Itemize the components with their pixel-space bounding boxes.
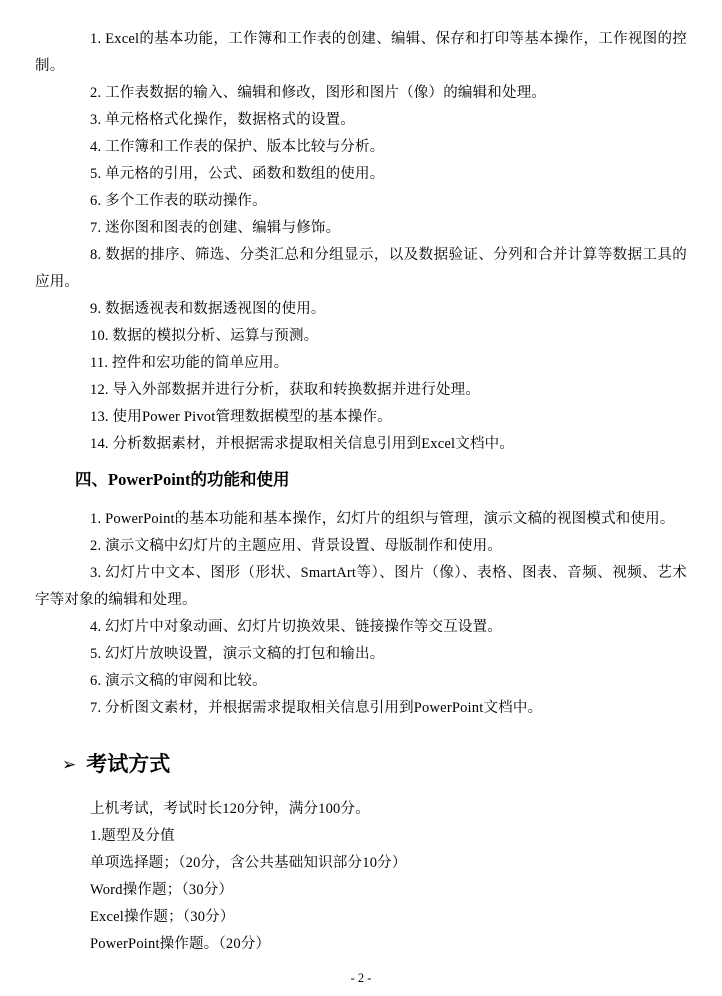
exam-detail-line: PowerPoint操作题。（20分） <box>90 936 271 952</box>
list-item: 6. 演示文稿的审阅和比较。 <box>90 673 267 689</box>
exam-method-heading <box>62 750 687 780</box>
list-item: 3. 单元格格式化操作，数据格式的设置。 <box>90 112 355 128</box>
list-item: 11. 控件和宏功能的简单应用。 <box>90 355 289 371</box>
exam-method-details <box>35 796 687 958</box>
exam-detail-line: 1.题型及分值 <box>90 828 175 844</box>
page-footer <box>0 970 722 986</box>
list-item: 10. 数据的模拟分析、运算与预测。 <box>90 328 319 344</box>
list-item: 4. 幻灯片中对象动画、幻灯片切换效果、链接操作等交互设置。 <box>90 619 502 635</box>
page-number: - 2 - <box>350 971 372 985</box>
excel-function-list <box>35 26 687 458</box>
list-item: 14. 分析数据素材，并根据需求提取相关信息引用到Excel文档中。 <box>90 436 515 452</box>
list-item: 12. 导入外部数据并进行分析，获取和转换数据并进行处理。 <box>90 382 481 398</box>
list-item: 2. 演示文稿中幻灯片的主题应用、背景设置、母版制作和使用。 <box>90 538 502 554</box>
exam-detail-line: Word操作题；（30分） <box>90 882 234 898</box>
list-item: 7. 迷你图和图表的创建、编辑与修饰。 <box>90 220 341 236</box>
list-item: 5. 幻灯片放映设置，演示文稿的打包和输出。 <box>90 646 385 662</box>
list-item: 13. 使用Power Pivot管理数据模型的基本操作。 <box>90 409 392 425</box>
list-item: 6. 多个工作表的联动操作。 <box>90 193 267 209</box>
list-item: 9. 数据透视表和数据透视图的使用。 <box>90 301 326 317</box>
list-item: 3. 幻灯片中文本、图形（形状、SmartArt等）、图片（像）、表格、图表、音频、视频、艺术字等对象的编辑和处理。 <box>35 565 687 608</box>
list-item: 8. 数据的排序、筛选、分类汇总和分组显示，以及数据验证、分列和合并计算等数据工具的应用。 <box>35 247 687 290</box>
exam-detail-line: 上机考试，考试时长120分钟，满分100分。 <box>90 801 370 817</box>
exam-detail-line: Excel操作题；（30分） <box>90 909 235 925</box>
list-item: 1. Excel的基本功能，工作簿和工作表的创建、编辑、保存和打印等基本操作，工作视图的控制。 <box>35 31 687 74</box>
list-item: 1. PowerPoint的基本功能和基本操作，幻灯片的组织与管理，演示文稿的视图模式和使用。 <box>90 511 675 527</box>
powerpoint-function-list <box>35 506 687 722</box>
exam-method-heading-text: 考试方式 <box>86 753 171 776</box>
list-item: 5. 单元格的引用，公式、函数和数组的使用。 <box>90 166 385 182</box>
arrow-bullet-icon: ➢ <box>62 755 77 775</box>
list-item: 2. 工作表数据的输入、编辑和修改，图形和图片（像）的编辑和处理。 <box>90 85 547 101</box>
list-item: 7. 分析图文素材，并根据需求提取相关信息引用到PowerPoint文档中。 <box>90 700 543 716</box>
powerpoint-section-heading: 四、PowerPoint的功能和使用 <box>75 470 290 489</box>
exam-detail-line: 单项选择题；（20分，含公共基础知识部分10分） <box>90 855 407 871</box>
list-item: 4. 工作簿和工作表的保护、版本比较与分析。 <box>90 139 385 155</box>
